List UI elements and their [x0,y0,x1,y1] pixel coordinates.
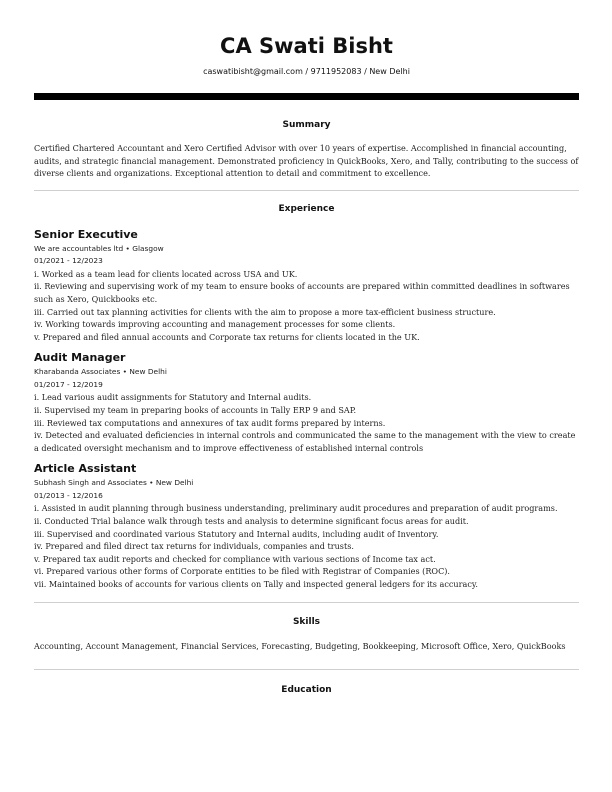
job-company: Kharabanda Associates • New Delhi [34,367,167,377]
job-company: We are accountables ltd • Glasgow [34,243,164,253]
job-dates: 01/2013 - 12/2016 [34,490,103,500]
section-divider [34,602,579,603]
job-bullet: vi. Prepared various other forms of Corporate entities to be filed with Registrar of Companies (ROC). [34,566,450,577]
skills-text: Accounting, Account Management, Financial Services, Forecasting, Budgeting, Bookkeeping, Microsoft Office, Xero, QuickBooks [34,641,566,652]
job-bullet: iii. Reviewed tax computations and annexures of tax audit forms prepared by interns. [34,417,386,428]
experience-heading: Experience [278,203,335,214]
job-bullet: i. Lead various audit assignments for Statutory and Internal audits. [34,392,312,403]
job-bullet: ii. Conducted Trial balance walk through tests and analysis to determine significant focus areas for audit. [34,515,469,526]
job-bullet: v. Prepared tax audit reports and checked for compliance with various sections of Income tax act. [34,553,436,564]
job-bullet: iv. Working towards improving accounting and management processes for some clients. [34,319,396,330]
summary-heading: Summary [282,120,331,130]
candidate-name: CA Swati Bisht [220,34,393,58]
job-bullet: vii. Maintained books of accounts for various clients on Tally and inspected general ledgers for its accuracy. [34,578,478,589]
job-bullets [34,391,579,454]
job-company: Subhash Singh and Associates • New Delhi [34,478,194,488]
contact-line: caswatibisht@gmail.com / 9711952083 / New Delhi [203,67,410,76]
job-bullet: i. Worked as a team lead for clients located across USA and UK. [34,268,298,279]
job-bullets [34,502,579,590]
job-bullet: iv. Detected and evaluated deficiencies in internal controls and communicated the same to the management with the view to create a dedicated oversight mechanism and to improve effectiveness of established internal controls [34,430,576,453]
education-heading: Education [281,685,332,696]
section-divider [34,669,579,670]
job-bullet: ii. Supervised my team in preparing books of accounts in Tally ERP 9 and SAP. [34,404,357,415]
job-title: Senior Executive [34,227,138,241]
summary-text: Certified Chartered Accountant and Xero Certified Advisor with over 10 years of expertise. Accomplished in financial accounting, audits, and strategic financial management. Demonstrated proficiency in QuickBooks, Xero, and Tally, contributing to the success of diverse clients and organizations. Exceptional attention to detail and commitment to excellence. [34,143,579,179]
job-bullet: iii. Carried out tax planning activities for clients with the aim to propose a more tax-efficient business structure. [34,306,496,317]
job-bullets [34,268,579,344]
job-bullet: i. Assisted in audit planning through business understanding, preliminary audit procedures and preparation of audit programs. [34,503,558,514]
header-bar [34,93,579,100]
job-entry [34,351,579,454]
job-title: Audit Manager [34,351,126,365]
resume-page [34,0,579,696]
section-divider [34,190,579,191]
job-entry [34,228,579,344]
job-bullet: iii. Supervised and coordinated various Statutory and Internal audits, including audit of Inventory. [34,528,439,539]
job-entry [34,462,579,590]
job-title: Article Assistant [34,462,137,476]
job-dates: 01/2017 - 12/2019 [34,379,103,389]
job-dates: 01/2021 - 12/2023 [34,256,103,266]
job-bullet: iv. Prepared and filed direct tax returns for individuals, companies and trusts. [34,541,354,552]
skills-heading: Skills [292,617,321,628]
job-bullet: ii. Reviewing and supervising work of my team to ensure books of accounts are prepared within committed deadlines in softwares such as Xero, Quickbooks etc. [34,281,570,304]
job-bullet: v. Prepared and filed annual accounts and Corporate tax returns for clients located in the UK. [34,331,420,342]
